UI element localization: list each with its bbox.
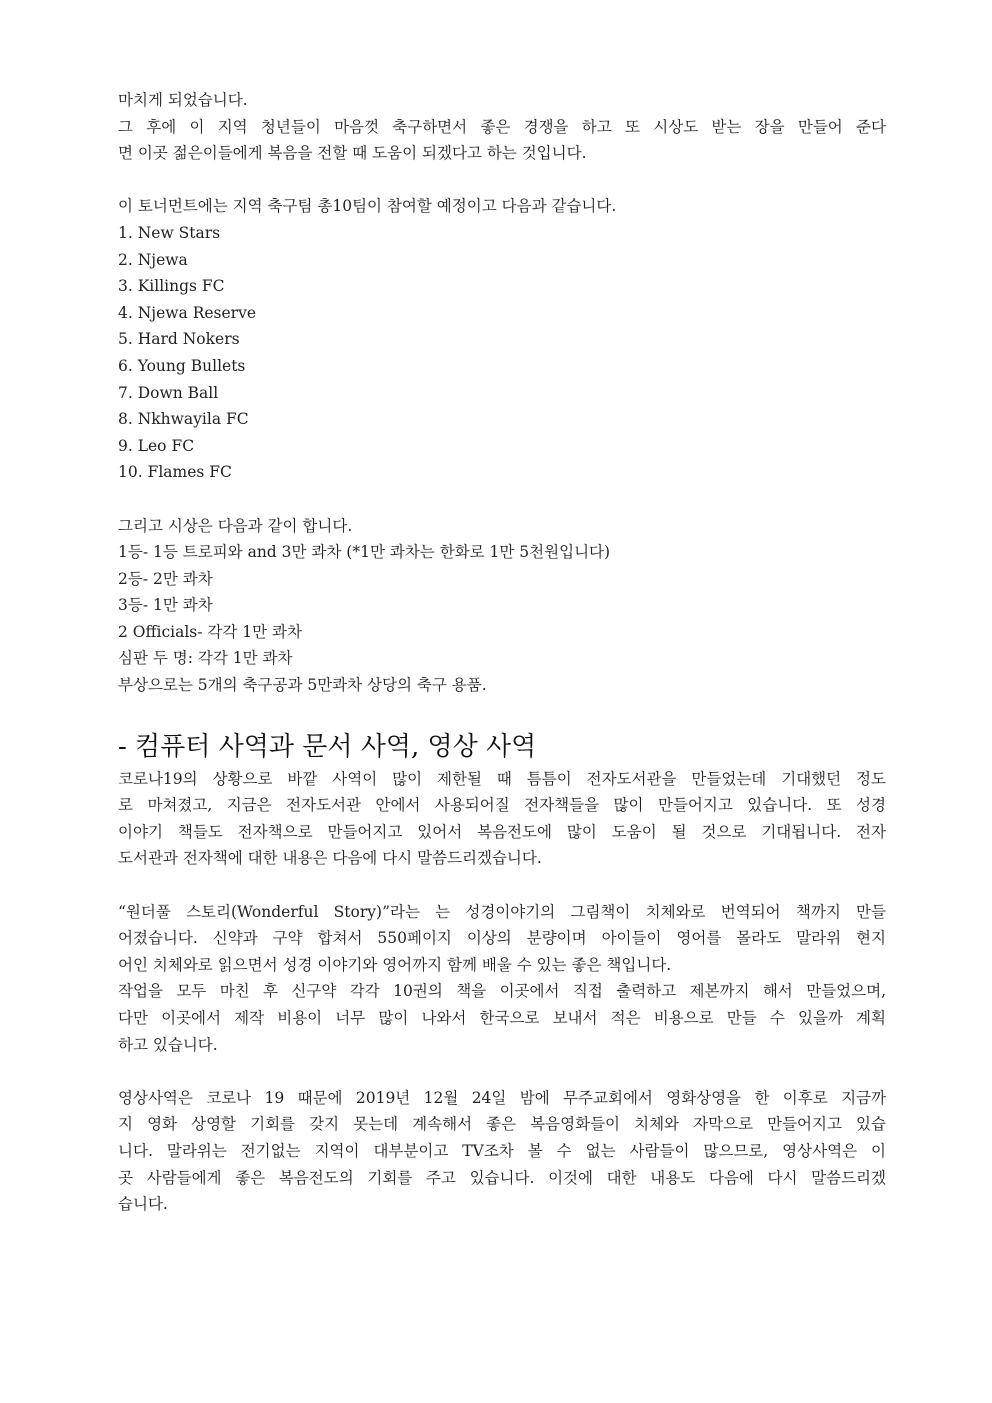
text-line: 어인 치체와로 읽으면서 성경 이야기와 영어까지 함께 배울 수 있는 좋은 책입니다. (118, 955, 672, 974)
paragraph-book-ministry (118, 899, 886, 1059)
text-line: 그 후에 이 지역 청년들이 마음껏 축구하면서 좋은 경쟁을 하고 또 시상도 받는 장을 만들어 준다 (118, 117, 886, 136)
team-item: 2. Njewa (118, 250, 188, 269)
spacer (118, 167, 886, 194)
text-line: “원더풀 스토리(Wonderful Story)”라는 는 성경이야기의 그림책이 치체와로 번역되어 책까지 만들 (118, 902, 886, 921)
team-list (118, 220, 886, 486)
prizes-intro: 그리고 시상은 다음과 같이 합니다. (118, 516, 353, 535)
prize-item: 3등- 1만 콰차 (118, 596, 213, 615)
text-line: 작업을 모두 마친 후 신구약 각각 10권의 책을 이곳에서 직접 출력하고 제본까지 해서 만들었으며, (118, 982, 886, 1001)
team-item: 8. Nkhwayila FC (118, 410, 249, 429)
intro-paragraph (118, 87, 886, 167)
text-line: 영상사역은 코로나 19 때문에 2019년 12월 24일 밤에 무주교회에서 영화상영을 한 이후로 지금까 (118, 1088, 886, 1107)
spacer (118, 872, 886, 899)
team-item: 5. Hard Nokers (118, 330, 240, 349)
team-item: 9. Leo FC (118, 436, 195, 455)
text-line: 도서관과 전자책에 대한 내용은 다음에 다시 말씀드리겠습니다. (118, 849, 542, 868)
text-line: 하고 있습니다. (118, 1035, 218, 1054)
text-line: 마치게 되었습니다. (118, 91, 248, 109)
spacer (118, 1058, 886, 1085)
text-line: 지 영화 상영할 기회를 갖지 못는데 계속해서 좋은 복음영화들이 치체와 자막으로 만들어지고 있습 (118, 1115, 886, 1134)
prizes-section (118, 513, 886, 699)
team-item: 10. Flames FC (118, 463, 232, 482)
prize-item: 2 Officials- 각각 1만 콰차 (118, 622, 303, 641)
paragraph-computer-ministry (118, 766, 886, 872)
tournament-intro: 이 토너먼트에는 지역 축구팀 총10팀이 참여할 예정이고 다음과 같습니다. (118, 197, 617, 216)
paragraph-video-ministry (118, 1085, 886, 1218)
prize-item: 2등- 2만 콰차 (118, 569, 213, 588)
team-item: 6. Young Bullets (118, 356, 246, 375)
team-item: 1. New Stars (118, 223, 221, 242)
text-line: 다만 이곳에서 제작 비용이 너무 많이 나와서 한국으로 보내서 적은 비용으로 만들 수 있을까 계획 (118, 1009, 886, 1027)
text-line: 습니다. (118, 1195, 168, 1214)
spacer (118, 486, 886, 513)
text-line: 면 이곳 젊은이들에게 복음을 전할 때 도움이 되겠다고 하는 것입니다. (118, 144, 587, 163)
text-line: 로 마쳐졌고, 지금은 전자도서관 안에서 사용되어질 전자책들을 많이 만들어지고 있습니다. 또 성경 (118, 796, 886, 815)
prize-item: 심판 두 명: 각각 1만 콰차 (118, 649, 293, 668)
section-heading: - 컴퓨터 사역과 문서 사역, 영상 사역 (118, 731, 537, 762)
text-line: 어졌습니다. 신약과 구약 합쳐서 550페이지 이상의 분량이며 아이들이 영어를 몰라도 말라위 현지 (118, 929, 886, 948)
prize-item: 1등- 1등 트로피와 and 3만 콰차 (*1만 콰차는 한화로 1만 5천원입니다) (118, 543, 611, 562)
team-item: 7. Down Ball (118, 383, 219, 402)
text-line: 이야기 책들도 전자책으로 만들어지고 있어서 복음전도에 많이 도움이 될 것으로 기대됩니다. 전자 (118, 822, 886, 841)
text-line: 코로나19의 상황으로 바깥 사역이 많이 제한될 때 틈틈이 전자도서관을 만들었는데 기대했던 정도 (118, 769, 886, 788)
text-line: 니다. 말라위는 전기없는 지역이 대부분이고 TV조차 볼 수 없는 사람들이 많으므로, 영상사역은 이 (118, 1141, 886, 1160)
text-line: 곳 사람들에게 좋은 복음전도의 기회를 주고 있습니다. 이것에 대한 내용도 다음에 다시 말씀드리겠 (118, 1168, 886, 1187)
team-item: 3. Killings FC (118, 277, 225, 296)
team-item: 4. Njewa Reserve (118, 303, 257, 322)
prize-item: 부상으로는 5개의 축구공과 5만콰차 상당의 축구 용품. (118, 676, 487, 695)
tournament-section (118, 193, 886, 486)
